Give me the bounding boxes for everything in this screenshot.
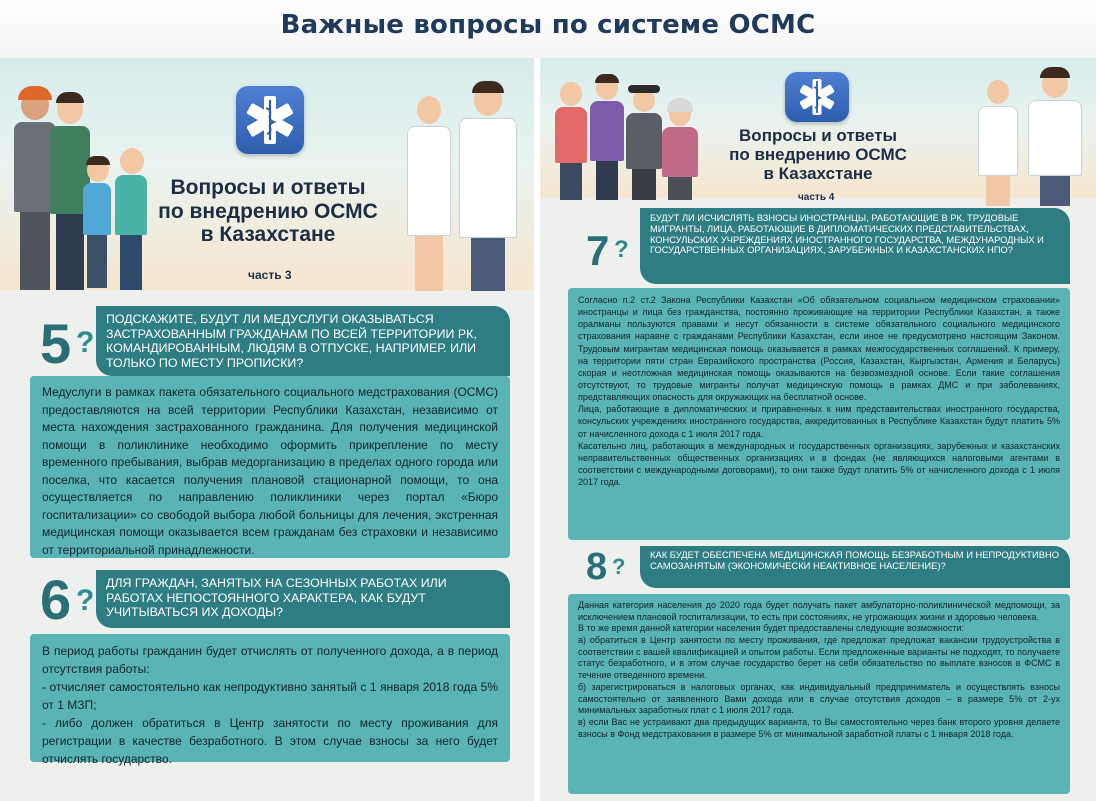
- male-doctor-figure: [457, 84, 519, 291]
- part-label: часть 3: [248, 268, 292, 282]
- answer-box-6: [30, 634, 510, 766]
- male-doctor-figure: [1026, 70, 1084, 206]
- answer-paragraph: Данная категория населения до 2020 года будет получать пакет амбулаторно-поликлинической медпомощи, за исключением плановой госпитализации, то есть при состояниях, не угрожающих жизни и здоровью человека.: [578, 600, 1060, 622]
- father-figure: [588, 76, 626, 200]
- elderly-woman-figure: [660, 102, 700, 200]
- question-mark: ?: [76, 584, 95, 617]
- female-doctor-figure: [405, 96, 453, 291]
- answer-box-5: [30, 376, 510, 558]
- mother-figure: [552, 82, 590, 200]
- doctors-illustration: [970, 68, 1094, 208]
- question-mark: ?: [76, 326, 95, 359]
- poster-headline: [700, 126, 936, 183]
- answer-paragraph: а) обратиться в Центр занятости по месту проживания, где предложат предложат вакансии трудоустройства в соответствии с вашей квалификацией и опытом работы. Если предложенные варианты не подходят, то получаете статус безработного, и в этом случае государство берет на себя обязательство по выплате взносов в ФСМС в течение отведенного времени.: [578, 635, 1060, 681]
- headline-line-3: в Казахстане: [200, 223, 336, 247]
- poster-headline: [150, 176, 386, 247]
- female-doctor-figure: [976, 80, 1020, 206]
- part-label: часть 4: [798, 192, 835, 203]
- question-banner-6: ДЛЯ ГРАЖДАН, ЗАНЯТЫХ НА СЕЗОННЫХ РАБОТАХ ИЛИ РАБОТАХ НЕПОСТОЯННОГО ХАРАКТЕРА, КАК БУДУТ УЧИТЫВАТЬСЯ ИХ ДОХОДЫ?: [96, 570, 510, 628]
- answer-paragraph: б) зарегистрироваться в налоговых органах, как индивидуальный предприниматель и осуществлять взносы самостоятельно от заявленного Вами дохода или в случае отсутствия доходов – в размере 5% от 2-ух минимальных заработных плат с 1 июля 2017 года.: [578, 681, 1060, 716]
- question-number-8: 8: [586, 546, 608, 588]
- answer-paragraph: - отчисляет самостоятельно как непродуктивно занятый с 1 января 2018 года 5% от 1 МЗП;: [42, 680, 498, 712]
- answer-paragraph: в) если Вас не устраивают два предыдущих варианта, то Вы самостоятельно через банк второго уровня делаете взносы в Фонд медстрахования в размере 5% от минимальной заработной платы с 1 января 2018 года.: [578, 716, 1060, 739]
- answer-paragraph: - либо должен обратиться в Центр занятости по месту проживания для регистрации в качестве безработного. В этом случае взносы за него будет отчислять государство.: [42, 716, 498, 766]
- osms-logo: [236, 86, 304, 154]
- question-number-7: 7: [586, 227, 610, 274]
- answer-paragraph: Лица, работающие в дипломатических и приравненных к ним представительствах иностранного государства, консульских учреждениях иностранного государства, аккредитованных в Республике Казахстан будут платить 5% от начисленного дохода с 1 июля 2017 года.: [578, 404, 1060, 439]
- headline-line-2: по внедрению ОСМС: [158, 199, 378, 223]
- question-banner-8: КАК БУДЕТ ОБЕСПЕЧЕНА МЕДИЦИНСКАЯ ПОМОЩЬ БЕЗРАБОТНЫМ И НЕПРОДУКТИВНО САМОЗАНЯТЫМ (ЭКОНОМИЧЕСКИ НЕАКТИВНОЕ НАСЕЛЕНИЕ)?: [640, 546, 1070, 588]
- page-title: Важные вопросы по системе ОСМС: [280, 10, 816, 40]
- question-banner-7: БУДУТ ЛИ ИСЧИСЛЯТЬ ВЗНОСЫ ИНОСТРАНЦЫ, РАБОТАЮЩИЕ В РК, ТРУДОВЫЕ МИГРАНТЫ, ЛИЦА, РАБОТАЮЩИЕ В ДИПЛОМАТИЧЕСКИХ ПРЕДСТАВИТЕЛЬСТВАХ, КОНСУЛЬСКИХ УЧРЕЖДЕНИЯХ ИНОСТРАННОГО ГОСУДАРСТВА, МЕЖДУНАРОДНЫХ И ГОСУДАРСТВЕННЫХ ОРГАНИЗАЦИЯХ, ЗАРУБЕЖНЫХ И КАЗАХСТАНСКИХ НПО?: [640, 208, 1070, 284]
- boy-figure: [80, 158, 114, 288]
- family-illustration: [548, 70, 708, 200]
- question-number-6: 6: [40, 568, 72, 631]
- answer-paragraph: В период работы гражданин будет отчислять от полученного дохода, а в период отсутствия работы:: [42, 644, 498, 676]
- poster-part-3: [0, 58, 534, 801]
- family-illustration: [0, 68, 160, 288]
- answer-box-8: [568, 594, 1070, 794]
- headline-line-2: по внедрению ОСМС: [729, 145, 907, 165]
- mother-figure: [112, 148, 150, 290]
- star-of-life-icon: [236, 86, 304, 154]
- answer-paragraph: Касательно лиц, работающих в международных и государственных организациях, зарубежных и казахстанских неправительственных общественных организациях и в фондах (не являющихся налоговыми агентами в соответствии с международными договорами), то они также будут платить 5% от начисленного дохода с 1 июля 2017 года.: [578, 440, 1060, 488]
- answer-box-7: [568, 288, 1070, 540]
- elderly-man-figure: [624, 88, 664, 200]
- answer-paragraph: Согласно п.2 ст.2 Закона Республики Казахстан «Об обязательном социальном медицинском страховании» иностранцы и лица без гражданства, постоянно проживающие на территории Республики Казахстан, а также оралманы пользуются правами и несут обязанности в системе обязательного социального медицинского страхования наравне с гражданами Республики Казахстан, если иное не предусмотрено настоящим Законом. Трудовым мигрантам медицинская помощь оказывается в рамках межгосударственных соглашений. К примеру, на территории пяти стран Евразийского пространства (Россия, Казахстан, Кыргызстан, Армения и Беларусь) скорая и неотложная медицинская помощь оказываются на безвозмездной основе. Если такие соглашения отсутствуют, то трудовые мигранты получат медицинскую помощь в рамках ДМС и при заболеваниях, представляющих опасность для окружающих на бесплатной основе.: [578, 295, 1060, 403]
- answer-text: Медуслуги в рамках пакета обязательного социального медстрахования (ОСМС) предоставляются на всей территории Республики Казахстан, независимо от места нахождения застрахованного гражданина. Для получения медицинской помощи в поликлинике необходимо оформить прикрепление по месту временного пребывания, выбрав медорганизацию в пределах одного города или поселка, что касается получения плановой стационарной помощи, то она осуществляется по направлению поликлиники через портал «Бюро госпитализации» со свободой выбора любой больницы для лечения, экстренная медицинская помощи оказывается всем гражданам без страховки и независимо от территориальной принадлежности.: [42, 385, 498, 557]
- question-number-5: 5: [40, 312, 72, 375]
- headline-line-3: в Казахстане: [763, 164, 873, 184]
- doctors-illustration: [405, 76, 530, 291]
- poster-part-4: [540, 58, 1096, 801]
- question-mark: ?: [612, 554, 626, 579]
- headline-line-1: Вопросы и ответы: [739, 126, 897, 145]
- osms-logo: [785, 72, 849, 122]
- answer-paragraph: В то же время данной категории населения будет предоставлены следующие возможности:: [578, 623, 964, 634]
- question-mark: ?: [614, 236, 629, 263]
- star-of-life-icon: [785, 72, 849, 122]
- headline-line-1: Вопросы и ответы: [170, 176, 366, 199]
- question-banner-5: ПОДСКАЖИТЕ, БУДУТ ЛИ МЕДУСЛУГИ ОКАЗЫВАТЬСЯ ЗАСТРАХОВАННЫМ ГРАЖДАНАМ ПО ВСЕЙ ТЕРРИТОРИИ РК, КОМАНДИРОВАННЫМ, ЛЮДЯМ В ОТПУСКЕ, НАПРИМЕР. ИЛИ ТОЛЬКО ПО МЕСТУ ПРОПИСКИ?: [96, 306, 510, 376]
